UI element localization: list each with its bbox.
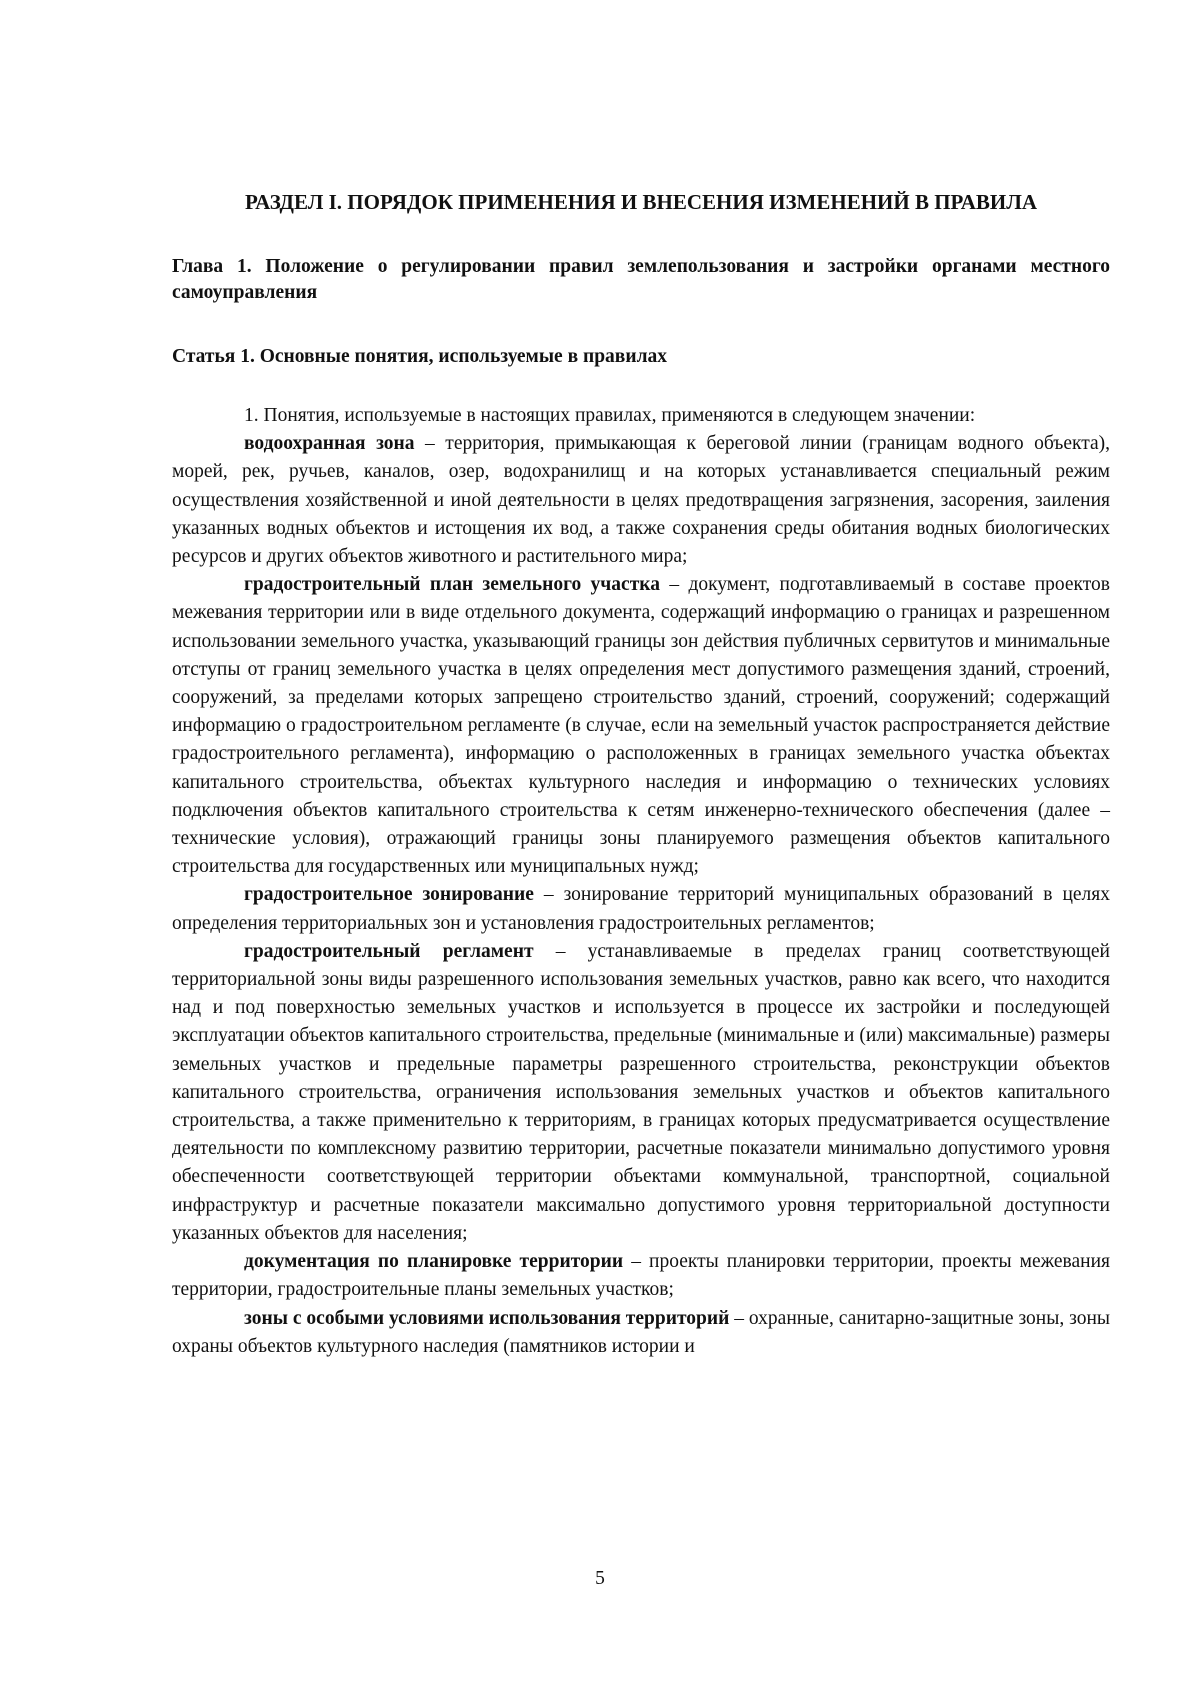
definition-term: градостроительное зонирование — [244, 884, 534, 906]
definition-paragraph — [172, 571, 1110, 881]
page-number: 5 — [595, 1568, 605, 1589]
definition-term: градостроительный план земельного участка — [244, 574, 660, 596]
definition-text: – проекты планировки территории, проекты межевания территории, градостроительные планы земельных участков; — [172, 1251, 1110, 1301]
definition-paragraph — [172, 881, 1110, 937]
definition-term: зоны с особыми условиями использования территорий — [244, 1307, 730, 1329]
definition-text: – устанавливаемые в пределах границ соответствующей территориальной зоны виды разрешенного использования земельных участков, равно как всего, что находится над и под поверхностью земельных участков и используется в процессе их застройки и последующей эксплуатации объектов капитального строительства, предельные (минимальные и (или) максимальные) размеры земельных участков и предельные параметры разрешенного строительства, реконструкции объектов капитального строительства, ограничения использования земельных участков и объектов капитального строительства, а также применительно к территориям, в границах которых предусматривается осуществление деятельности по комплексному развитию территории, расчетные показатели минимально допустимого уровня обеспеченности соответствующей территории объектами коммунальной, транспортной, социальной инфраструктур и расчетные показатели максимально допустимого уровня территориальной доступности указанных объектов для населения; — [172, 940, 1110, 1244]
document-page — [172, 188, 1110, 1361]
definition-text: – зонирование территорий муниципальных образований в целях определения территориальных зон и установления градостроительных регламентов; — [172, 884, 1110, 934]
definition-paragraph — [172, 1248, 1110, 1304]
definition-term: документация по планировке территории — [244, 1251, 624, 1273]
article-body — [172, 402, 1110, 1361]
definition-term: водоохранная зона — [244, 433, 415, 455]
article-title: Статья 1. Основные понятия, используемые в правилах — [172, 346, 668, 367]
chapter-title: Глава 1. Положение о регулировании правил землепользования и застройки органами местного самоуправления — [172, 256, 1110, 303]
definition-paragraph — [172, 938, 1110, 1248]
definition-paragraph — [172, 1305, 1110, 1361]
definition-term: градостроительный регламент — [244, 940, 534, 962]
definition-text: – территория, примыкающая к береговой линии (границам водного объекта), морей, рек, ручьев, каналов, озер, водохранилищ и на которых устанавливается специальный режим осуществления хозяйственной и иной деятельности в целях предотвращения загрязнения, засорения, заиления указанных водных объектов и истощения их вод, а также сохранения среды обитания водных биологических ресурсов и других объектов животного и растительного мира; — [172, 433, 1110, 568]
definition-text: – документ, подготавливаемый в составе проектов межевания территории или в виде отдельного документа, содержащий информацию о границах и разрешенном использовании земельного участка, указывающий границы зон действия публичных сервитутов и минимальные отступы от границ земельного участка в целях определения мест допустимого размещения зданий, строений, сооружений, за пределами которых запрещено строительство зданий, строений, сооружений; содержащий информацию о градостроительном регламенте (в случае, если на земельный участок распространяется действие градостроительного регламента), информацию о расположенных в границах земельного участка объектах капитального строительства, объектах культурного наследия и информацию о технических условиях подключения объектов капитального строительства к сетям инженерно-технического обеспечения (далее – технические условия), отражающий границы зоны планируемого размещения объектов капитального строительства для государственных или муниципальных нужд; — [172, 574, 1110, 878]
definition-text: – охранные, санитарно-защитные зоны, зоны охраны объектов культурного наследия (памятников истории и — [172, 1307, 1110, 1357]
intro-paragraph: 1. Понятия, используемые в настоящих правилах, применяются в следующем значении: — [244, 405, 976, 426]
section-title: РАЗДЕЛ I. ПОРЯДОК ПРИМЕНЕНИЯ И ВНЕСЕНИЯ ИЗМЕНЕНИЙ В ПРАВИЛА — [244, 190, 1038, 214]
definition-paragraph — [172, 430, 1110, 571]
